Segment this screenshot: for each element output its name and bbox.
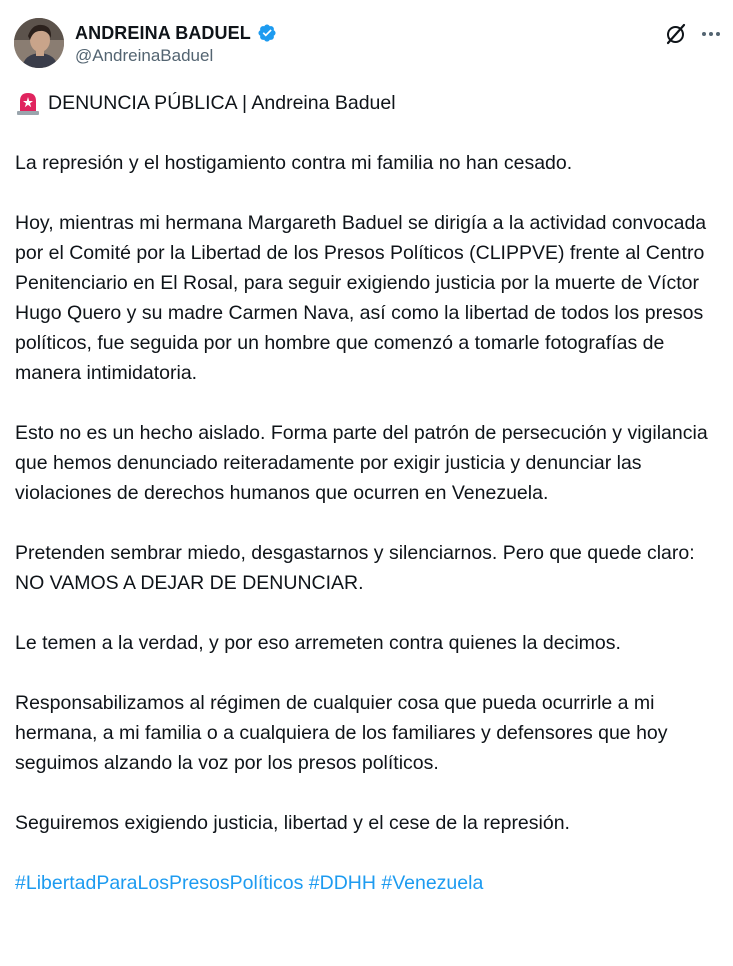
paragraph: Esto no es un hecho aislado. Forma parte del patrón de persecución y vigilancia que hemos denunciado reiteradamente por exigir justicia y denunciar las violaciones de derechos humanos que ocurren en Venezuela. [15,422,708,504]
hashtag-list [15,868,720,898]
more-horizontal-icon[interactable] [699,22,723,46]
paragraph: Seguiremos exigiendo justicia, libertad y el cese de la represión. [15,812,570,834]
verified-badge-icon [257,23,277,43]
hashtag-libertad[interactable]: #LibertadParaLosPresosPolíticos [15,872,304,894]
display-name[interactable]: ANDREINA BADUEL [75,22,251,43]
hashtag-venezuela[interactable]: #Venezuela [381,872,484,894]
hashtag-ddhh[interactable]: #DDHH [308,872,376,894]
tweet-header [0,0,733,80]
avatar-image [14,18,64,68]
tweet-text [15,88,720,898]
grok-icon[interactable] [664,22,688,46]
paragraph: Responsabilizamos al régimen de cualquier cosa que pueda ocurrirle a mi hermana, a mi familia o a cualquiera de los familiares y defensores que hoy seguimos alzando la voz por los presos políticos. [15,692,668,774]
user-handle[interactable]: @AndreinaBaduel [75,46,214,65]
avatar[interactable] [14,18,64,68]
name-row [75,20,277,46]
paragraph: Hoy, mientras mi hermana Margareth Baduel se dirigía a la actividad convocada por el Comité por la Libertad de los Presos Políticos (CLIPPVE) frente al Centro Penitenciario en El Rosal, para seguir exigiendo justicia por la muerte de Víctor Hugo Quero y su madre Carmen Nava, así como la libertad de todos los presos políticos, fue seguida por un hombre que comenzó a tomarle fotografías de manera intimidatoria. [15,212,707,384]
paragraph: Pretenden sembrar miedo, desgastarnos y silenciarnos. Pero que quede claro: NO VAMOS A DEJAR DE DENUNCIAR. [15,542,695,594]
headline-text: DENUNCIA PÚBLICA | Andreina Baduel [48,92,396,114]
paragraph: Le temen a la verdad, y por eso arremeten contra quienes la decimos. [15,632,621,654]
tweet-headline [15,88,720,118]
rotating-light-siren-icon [15,90,41,116]
paragraph: La represión y el hostigamiento contra mi familia no han cesado. [15,152,573,174]
